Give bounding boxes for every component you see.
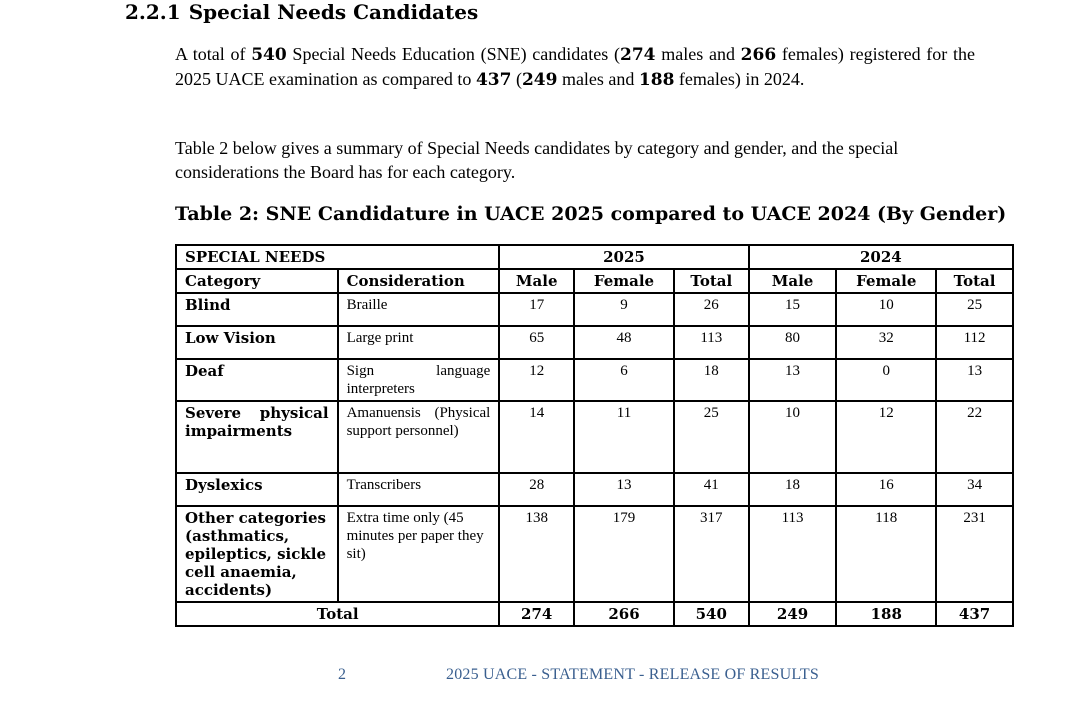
footer-title: 2025 UACE - STATEMENT - RELEASE OF RESULTS [446,666,819,683]
category-cell: Deaf [176,359,338,401]
value-cell: 231 [936,506,1013,602]
value-cell: 80 [749,326,837,359]
para-text: females) in 2024. [674,69,805,89]
consideration-cell: Sign language interpreters [338,359,500,401]
value-cell: 0 [836,359,936,401]
value-cell: 138 [499,506,574,602]
total-value: 274 [499,602,574,626]
col-header-female-2025: Female [574,269,674,293]
total-value: 540 [674,602,749,626]
consideration-cell: Braille [338,293,500,326]
table-row [176,401,1013,473]
value-cell: 14 [499,401,574,473]
consideration-cell: Amanuensis (Physical support personnel) [338,401,500,473]
table-group-header-row [176,245,1013,269]
value-cell: 113 [674,326,749,359]
value-cell: 25 [936,293,1013,326]
para-text: Special Needs Education (SNE) candidates ( [286,44,620,64]
table-intro-paragraph: Table 2 below gives a summary of Special Needs candidates by category and gender, and the special considerations the Board has for each category. [175,138,899,182]
total-value: 266 [574,602,674,626]
consideration-cell: Large print [338,326,500,359]
value-cell: 34 [936,473,1013,506]
females-2025-value: 266 [740,45,777,65]
table-row [176,326,1013,359]
value-cell: 10 [836,293,936,326]
value-cell: 25 [674,401,749,473]
total-2024-value: 437 [475,70,512,90]
para-text: ( [511,69,522,89]
value-cell: 11 [574,401,674,473]
section-number: 2.2.1 [125,0,181,24]
total-label: Total [176,602,499,626]
value-cell: 317 [674,506,749,602]
females-2024-value: 188 [638,70,675,90]
value-cell: 41 [674,473,749,506]
value-cell: 9 [574,293,674,326]
category-cell: Other categories (asthmatics, epileptics, sickle cell anaemia, accidents) [176,506,338,602]
total-value: 437 [936,602,1013,626]
category-cell: Blind [176,293,338,326]
category-cell: Dyslexics [176,473,338,506]
col-header-category: Category [176,269,338,293]
category-cell: Low Vision [176,326,338,359]
col-header-total-2024: Total [936,269,1013,293]
section-title: Special Needs Candidates [188,0,479,24]
summary-paragraph [175,42,975,92]
year-2025-header: 2025 [499,245,748,269]
value-cell: 48 [574,326,674,359]
category-cell: Severe physical impairments [176,401,338,473]
value-cell: 13 [749,359,837,401]
value-cell: 13 [574,473,674,506]
para-text: males and [655,44,741,64]
total-value: 188 [836,602,936,626]
value-cell: 26 [674,293,749,326]
value-cell: 118 [836,506,936,602]
value-cell: 16 [836,473,936,506]
group-header-special-needs: SPECIAL NEEDS [176,245,499,269]
value-cell: 28 [499,473,574,506]
sne-candidature-table [175,244,1014,627]
para-text: A total of [175,44,252,64]
year-2024-header: 2024 [749,245,1013,269]
col-header-male-2025: Male [499,269,574,293]
table-total-row [176,602,1013,626]
value-cell: 32 [836,326,936,359]
col-header-consideration: Consideration [338,269,500,293]
value-cell: 22 [936,401,1013,473]
total-value: 249 [749,602,837,626]
col-header-male-2024: Male [749,269,837,293]
table-row [176,293,1013,326]
value-cell: 13 [936,359,1013,401]
value-cell: 18 [674,359,749,401]
males-2025-value: 274 [620,45,656,65]
males-2024-value: 249 [521,70,558,90]
section-heading [125,0,478,24]
consideration-cell: Transcribers [338,473,500,506]
table-row [176,359,1013,401]
value-cell: 15 [749,293,837,326]
page-number: 2 [338,666,346,683]
para-text: females) registered for the 2025 UACE examination as compared to [175,44,976,89]
value-cell: 6 [574,359,674,401]
table-row [176,473,1013,506]
para-text: males and [557,69,639,89]
value-cell: 18 [749,473,837,506]
value-cell: 179 [574,506,674,602]
consideration-cell: Extra time only (45 minutes per paper they sit) [338,506,500,602]
value-cell: 113 [749,506,837,602]
col-header-total-2025: Total [674,269,749,293]
value-cell: 17 [499,293,574,326]
value-cell: 10 [749,401,837,473]
value-cell: 65 [499,326,574,359]
table-row [176,506,1013,602]
value-cell: 12 [499,359,574,401]
table-caption: Table 2: SNE Candidature in UACE 2025 compared to UACE 2024 (By Gender) [175,203,1007,225]
value-cell: 112 [936,326,1013,359]
total-2025-value: 540 [251,45,287,65]
table-column-header-row [176,269,1013,293]
col-header-female-2024: Female [836,269,936,293]
value-cell: 12 [836,401,936,473]
